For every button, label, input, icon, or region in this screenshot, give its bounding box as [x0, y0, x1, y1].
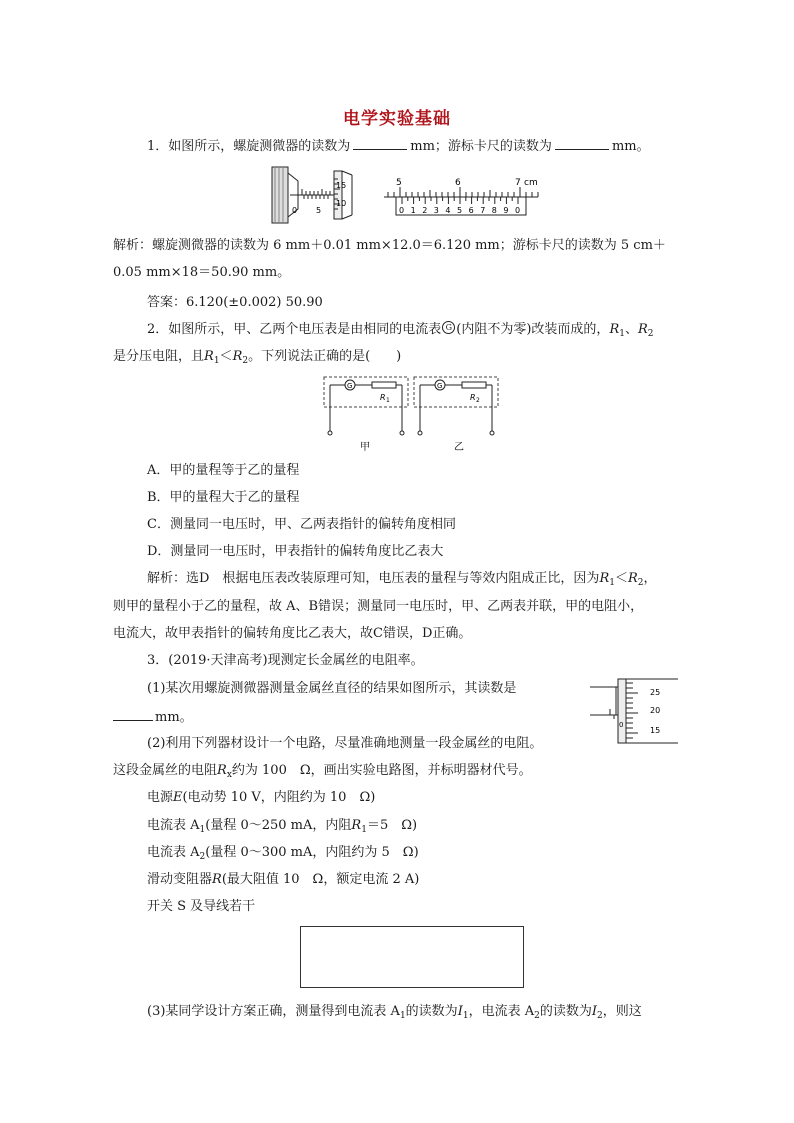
caliper-vernier-label: 1 — [410, 206, 416, 215]
micrometer-tick-label: 5 — [316, 206, 322, 215]
caliper-main-tick: 7 — [515, 178, 521, 188]
caliper-main-tick: 5 — [396, 178, 402, 188]
q3-part3: (3)某同学设计方案正确，测量得到电流表 $A_1$的读数为$I_1$，电流表 $A_2$的读数为$I_2$，则这 — [147, 1004, 642, 1021]
caliper-vernier-label: 4 — [445, 206, 451, 215]
caliper-vernier-label: 7 — [480, 206, 486, 215]
micrometer-zero-label: 0 — [619, 721, 624, 729]
q3-equip-rheostat: 滑动变阻器R(最大阻值 10 Ω，额定电流 2 A) — [147, 872, 420, 887]
circuit-drawing-box[interactable] — [300, 926, 524, 988]
q2-analysis-3: 电流大，故甲表指针的偏转角度比乙表大，故C错误，D正确。 — [113, 626, 472, 641]
micrometer-tick-label: 20 — [650, 706, 661, 715]
caliper-vernier-label: 5 — [457, 206, 463, 215]
q3-blank-1[interactable] — [113, 708, 153, 721]
q1-analysis-2: 0.05 mm×18＝50.90 mm。 — [113, 265, 291, 280]
q2-option-c[interactable]: C．测量同一电压时，甲、乙两表指针的偏转角度相同 — [147, 517, 456, 532]
r1-label: R — [380, 393, 386, 402]
q1-blank-1[interactable] — [353, 137, 407, 150]
q2-circuit-diagram — [320, 375, 510, 455]
q3-equip-source: 电源E(电动势 10 V，内阻约为 10 Ω) — [147, 790, 376, 805]
q1-answer: 答案：6.120(±0.002) 50.90 — [147, 295, 323, 310]
caliper-vernier-label: 0 — [515, 206, 521, 215]
micrometer-tick-label: 25 — [650, 688, 661, 697]
caliper-vernier-label: 2 — [422, 206, 428, 215]
q2-option-a[interactable]: A．甲的量程等于乙的量程 — [147, 463, 300, 478]
q3-part1: (1)某次用螺旋测微器测量金属丝直径的结果如图所示，其读数是 — [147, 681, 517, 696]
caliper-vernier-label: 6 — [468, 206, 474, 215]
galvanometer-symbol: G — [442, 321, 455, 334]
r2-sub: 2 — [476, 397, 480, 404]
q2-stem-1: 2．如图所示，甲、乙两个电压表是由相同的电流表 G (内阻不为零)改装而成的，$R_1$、$R_2$ — [147, 322, 654, 339]
diagram-label-yi: 乙 — [454, 442, 464, 453]
q3-equip-a2: 电流表 $A_2$(量程 0～300 mA，内阻约为 5 Ω) — [147, 845, 419, 862]
q1-caliper-figure — [382, 175, 542, 223]
micrometer-tick-label: 15 — [336, 181, 347, 190]
caliper-vernier-label: 8 — [491, 206, 497, 215]
q1-stem: 1．如图所示，螺旋测微器的读数为 mm；游标卡尺的读数为 mm。 — [147, 139, 650, 154]
meter-g-label: G — [347, 382, 353, 390]
caliper-vernier-label: 3 — [433, 206, 439, 215]
q1-analysis-1: 解析：螺旋测微器的读数为 6 mm＋0.01 mm×12.0＝6.120 mm；游标卡尺的读数为 5 cm＋ — [113, 238, 666, 253]
caliper-main-tick: 6 — [455, 178, 461, 188]
diagram-label-jia: 甲 — [360, 442, 370, 453]
q3-equip-a1: 电流表 $A_1$(量程 0～250 mA，内阻$R_1=5$ Ω) — [147, 818, 418, 835]
meter-g-label: G — [437, 382, 443, 390]
q3-equip-switch: 开关 S 及导线若干 — [147, 899, 256, 914]
q2-option-d[interactable]: D．测量同一电压时，甲表指针的偏转角度比乙表大 — [147, 544, 444, 559]
q1-blank-2[interactable] — [555, 137, 609, 150]
q2-analysis-2: 则甲的量程小于乙的量程，故 A、B错误；测量同一电压时，甲、乙两表并联，甲的电阻小， — [113, 599, 644, 614]
caliper-vernier-label: 0 — [399, 206, 405, 215]
q3-part2-b: 这段金属丝的电阻$R_x$约为 100 Ω，画出实验电路图，并标明器材代号。 — [113, 763, 532, 780]
caliper-unit: cm — [524, 178, 538, 188]
r2-label: R — [470, 393, 476, 402]
micrometer-tick-label: 0 — [292, 206, 298, 215]
q2-analysis-1: 解析：选D 根据电压表改装原理可知，电压表的量程与等效内阻成正比，因为$R_1<R_2$， — [147, 571, 657, 588]
q2-option-b[interactable]: B．甲的量程大于乙的量程 — [147, 490, 300, 505]
micrometer-tick-label: 15 — [650, 726, 661, 735]
q1-micrometer-figure — [270, 165, 360, 227]
q3-part1-answer: mm。 — [113, 708, 193, 727]
q3-part2-a: (2)利用下列器材设计一个电路，尽量准确地测量一段金属丝的电阻。 — [147, 736, 543, 751]
q3-stem: 3．(2019·天津高考)现测定长金属丝的电阻率。 — [147, 653, 424, 668]
q2-stem-2: 是分压电阻，且$R_1<R_2$。下列说法正确的是( ) — [113, 349, 402, 366]
micrometer-tick-label: 10 — [336, 199, 347, 208]
q3-micrometer-figure — [588, 677, 682, 745]
r1-sub: 1 — [386, 397, 390, 404]
page-title: 电学实验基础 — [343, 109, 451, 129]
caliper-vernier-label: 9 — [503, 206, 509, 215]
